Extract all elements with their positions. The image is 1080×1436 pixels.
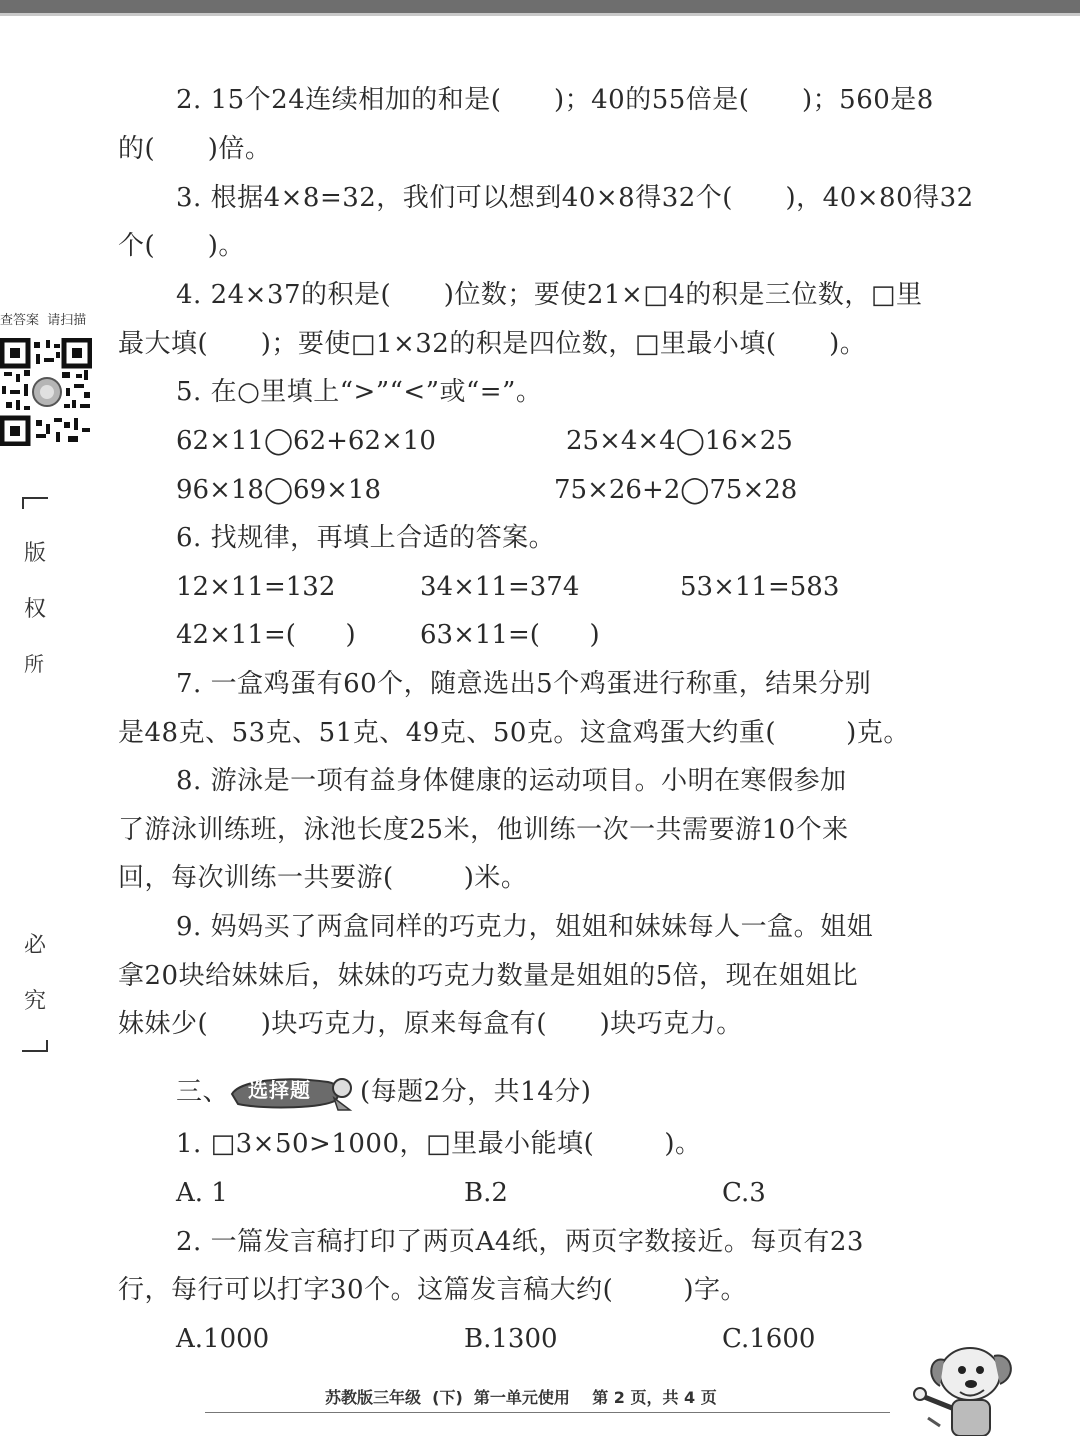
mc2-option-b: B.1300 [464, 1324, 558, 1354]
mc1-option-a: A. 1 [176, 1178, 228, 1208]
q3-line1: 3. 根据4×8=32，我们可以想到40×8得32个( )，40×80得32 [176, 183, 974, 213]
sidebar-char: 版 [24, 541, 47, 566]
q7-line1: 7. 一盒鸡蛋有60个，随意选出5个鸡蛋进行称重，结果分别 [176, 669, 872, 699]
q6-blank: 63×11=( ) [420, 620, 600, 650]
q6-example: 12×11=132 [176, 572, 336, 602]
q9-line1: 9. 妈妈买了两盒同样的巧克力，姐姐和妹妹每人一盒。姐姐 [176, 912, 874, 942]
section3-note: (每题2分，共14分) [360, 1077, 592, 1107]
q8-line3: 回，每次训练一共要游( )米。 [118, 863, 528, 893]
sidebar-bracket-top [22, 497, 48, 509]
q6-example: 53×11=583 [680, 572, 840, 602]
mc1-stem: 1. □3×50>1000，□里最小能填( )。 [176, 1129, 702, 1159]
footer-rule [205, 1412, 890, 1413]
mc1-option-b: B.2 [464, 1178, 508, 1208]
qr-label: 查答案 请扫描 [0, 313, 87, 328]
mc2-option-a: A.1000 [176, 1324, 270, 1354]
mc2-line1: 2. 一篇发言稿打印了两页A4纸，两页字数接近。每页有23 [176, 1227, 864, 1257]
sidebar-char: 权 [24, 597, 47, 622]
q4-line1: 4. 24×37的积是( )位数；要使21×□4的积是三位数，□里 [176, 280, 923, 310]
mc2-option-c: C.1600 [722, 1324, 816, 1354]
q5-item: 75×26+2◯75×28 [554, 475, 798, 505]
page-footer: 苏教版三年级 (下) 第一单元使用 第 2 页，共 4 页 [325, 1388, 717, 1407]
q5-title: 5. 在○里填上“>”“<”或“=”。 [176, 377, 543, 407]
q2-line1: 2. 15个24连续相加的和是( )；40的55倍是( )；560是8 [176, 85, 934, 115]
qr-code-icon[interactable] [0, 338, 92, 446]
q6-example: 34×11=374 [420, 572, 580, 602]
section3-number: 三、 [176, 1077, 230, 1107]
sidebar-bracket-bottom [22, 1040, 48, 1052]
scan-top-edge [0, 0, 1080, 13]
sidebar-char: 所 [24, 652, 44, 676]
q5-item: 96×18◯69×18 [176, 475, 382, 505]
q9-line3: 妹妹少( )块巧克力，原来每盒有( )块巧克力。 [118, 1009, 743, 1039]
q6-title: 6. 找规律，再填上合适的答案。 [176, 523, 556, 553]
q5-item: 25×4×4◯16×25 [566, 426, 793, 456]
q7-line2: 是48克、53克、51克、49克、50克。这盒鸡蛋大约重( )克。 [118, 718, 910, 748]
section3-badge: 选择题 [248, 1078, 311, 1102]
q3-line2: 个( )。 [118, 231, 245, 261]
q6-blank: 42×11=( ) [176, 620, 356, 650]
q8-line2: 了游泳训练班，泳池长度25米，他训练一次一共需要游10个来 [118, 815, 849, 845]
q5-item: 62×11◯62+62×10 [176, 426, 436, 456]
q8-line1: 8. 游泳是一项有益身体健康的运动项目。小明在寒假参加 [176, 766, 847, 796]
scan-top-edge-shadow [0, 13, 1080, 16]
sidebar-char: 必 [24, 933, 47, 958]
sidebar-char: 究 [24, 989, 47, 1014]
mc2-line2: 行，每行可以打字30个。这篇发言稿大约( )字。 [118, 1275, 747, 1305]
q4-line2: 最大填( )；要使□1×32的积是四位数，□里最小填( )。 [118, 329, 867, 359]
q9-line2: 拿20块给妹妹后，妹妹的巧克力数量是姐姐的5倍，现在姐姐比 [118, 961, 859, 991]
cartoon-dog-mascot-icon [900, 1326, 1030, 1436]
mc1-option-c: C.3 [722, 1178, 766, 1208]
q2-line2: 的( )倍。 [118, 134, 272, 164]
